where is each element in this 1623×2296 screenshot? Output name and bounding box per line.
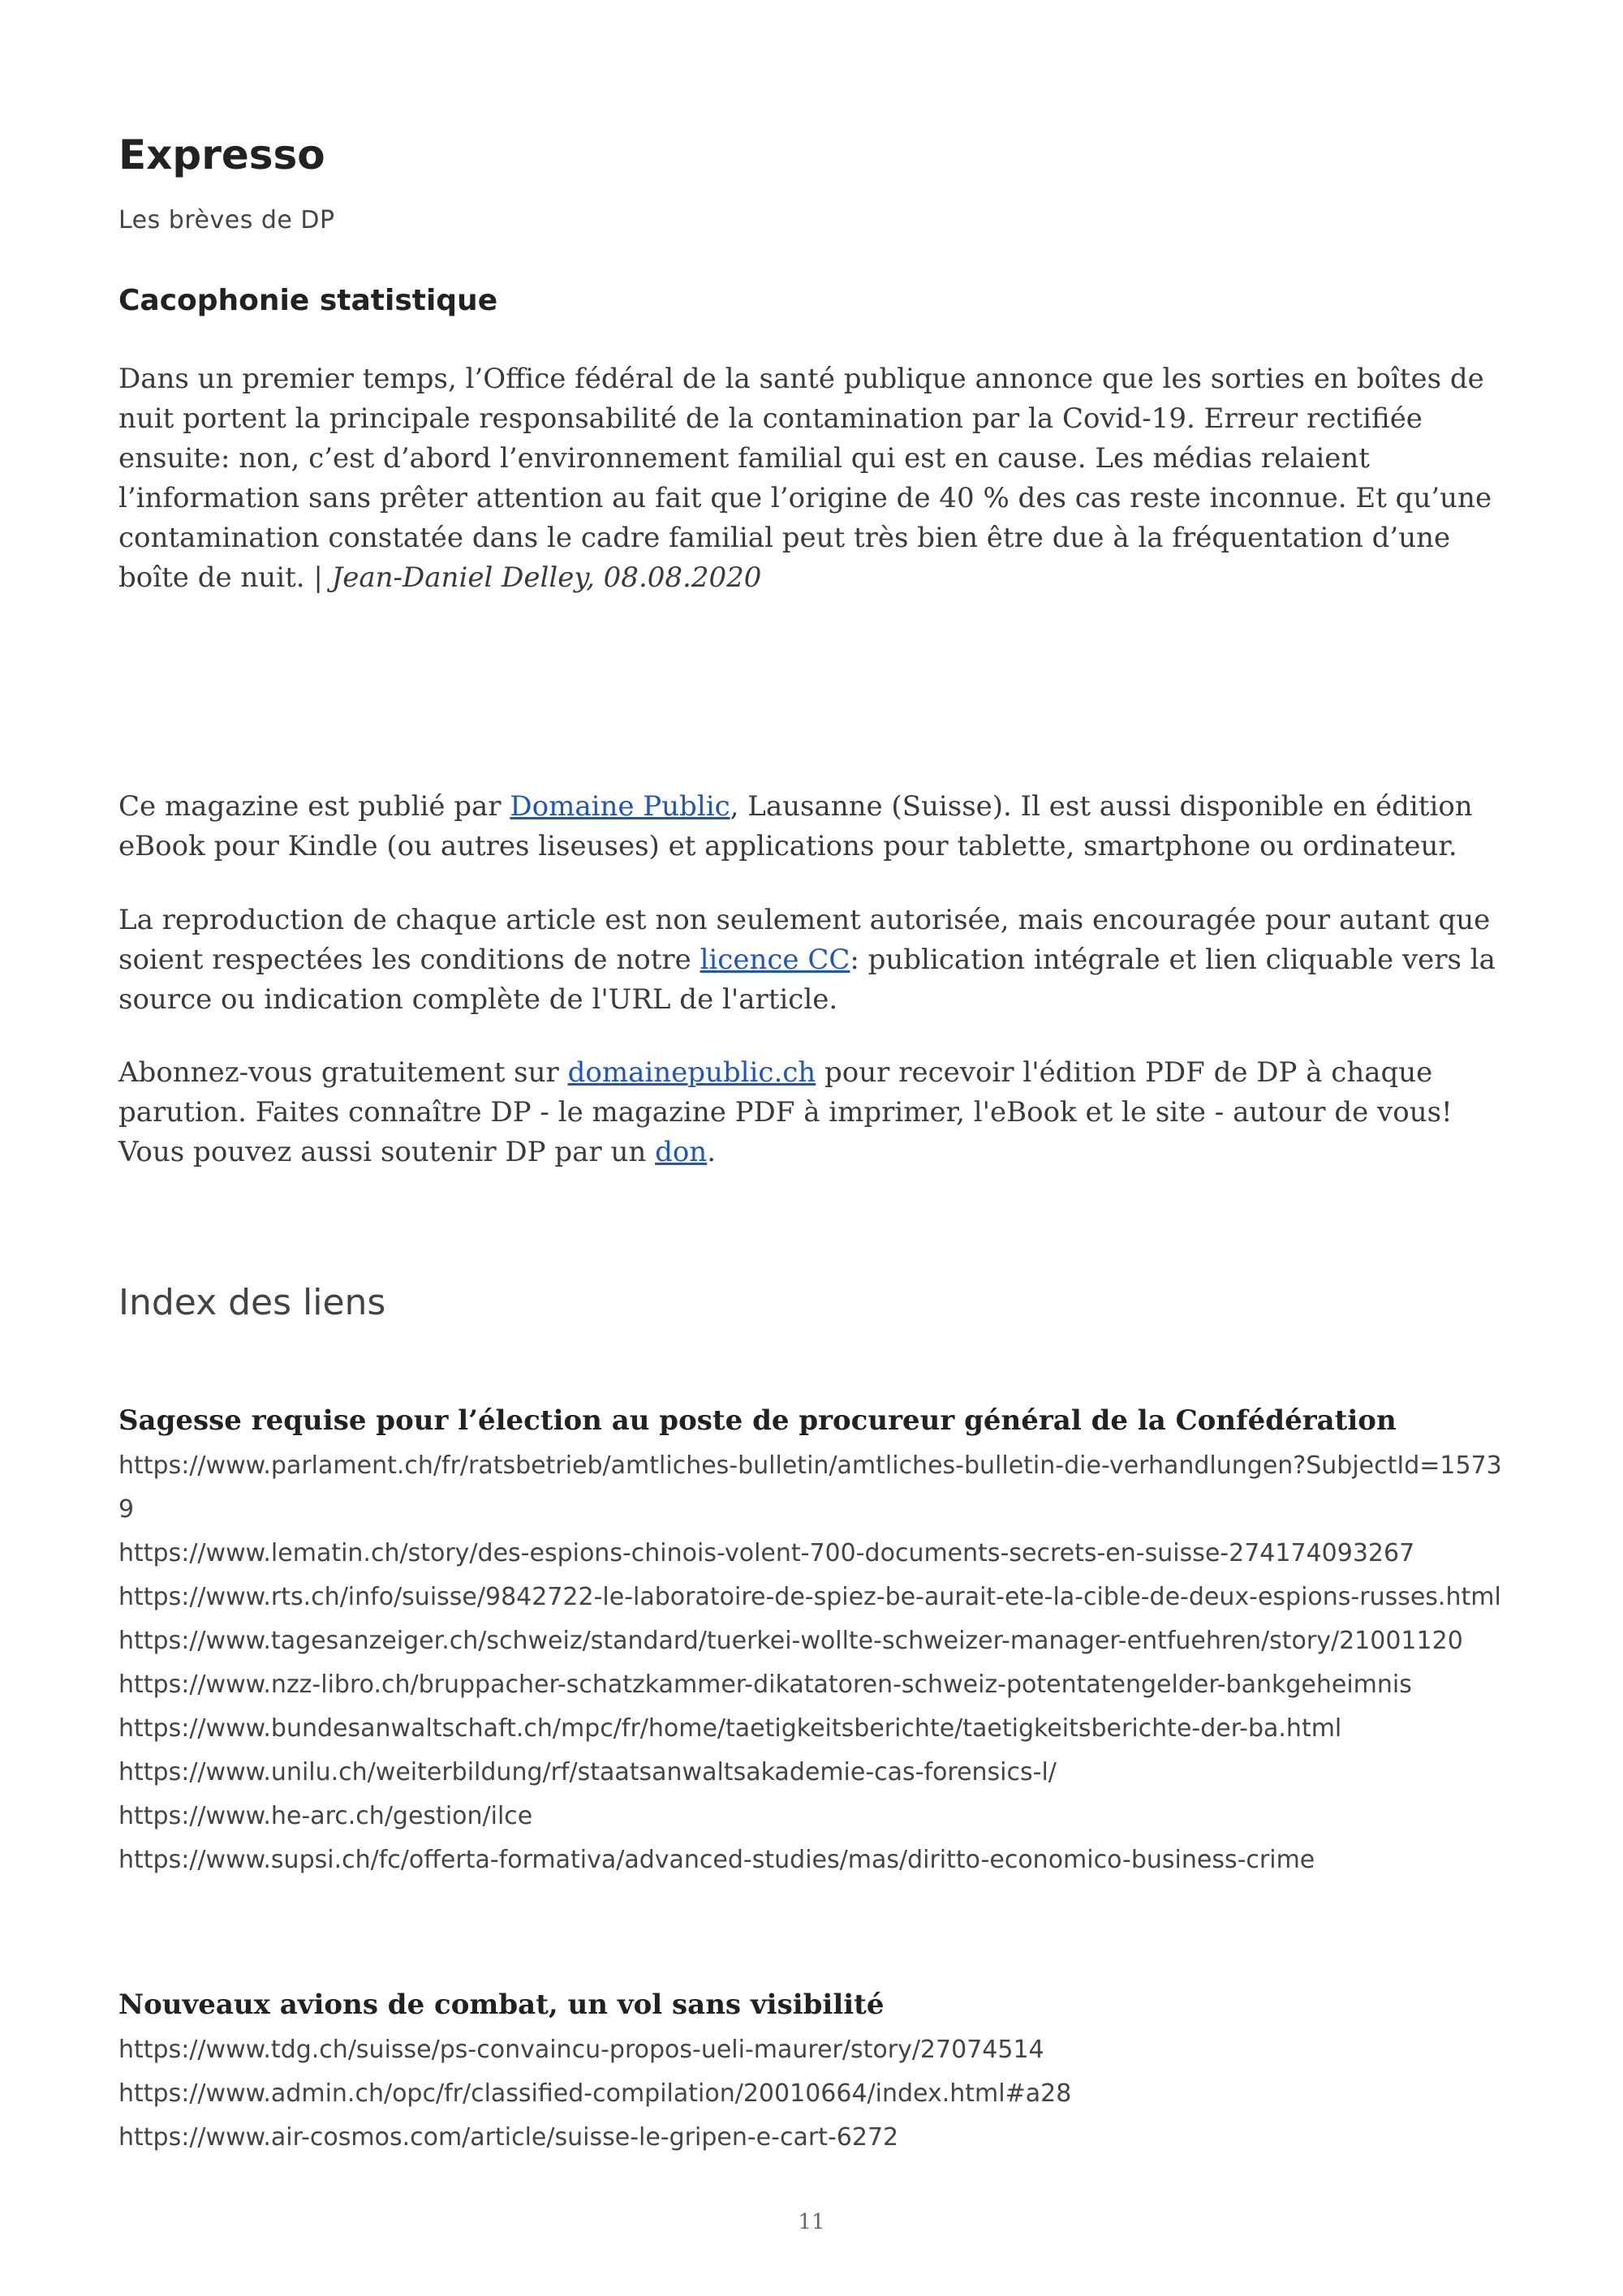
- link-group: [118, 1986, 1514, 2160]
- publisher-text-before: Ce magazine est publié par: [118, 790, 510, 823]
- license-text-before: La reproduction de chaque article est non seulement autorisée, mais encouragée pour autant que soient respectées les conditions de notre: [118, 904, 1491, 976]
- link-url[interactable]: https://www.he-arc.ch/gestion/ilce: [118, 1802, 533, 1830]
- license-text-after: : publication intégrale et lien cliquable vers la source ou indication complète de l'URL de l'article.: [118, 944, 1496, 1016]
- article-body: [118, 359, 1514, 598]
- donation-link[interactable]: don: [655, 1136, 708, 1168]
- link-url[interactable]: https://www.tdg.ch/suisse/ps-convaincu-propos-ueli-maurer/story/27074514: [118, 2036, 1044, 2064]
- link-url[interactable]: https://www.parlament.ch/fr/ratsbetrieb/amtliches-bulletin/amtliches-bulletin-die-verhandlungen?SubjectId=15739: [118, 1451, 1502, 1524]
- link-url[interactable]: https://www.lematin.ch/story/des-espions-chinois-volent-700-documents-secrets-en-suisse-274174093267: [118, 1539, 1415, 1567]
- link-url[interactable]: https://www.supsi.ch/fc/offerta-formativa/advanced-studies/mas/diritto-economico-business-crime: [118, 1846, 1315, 1874]
- link-url[interactable]: https://www.admin.ch/opc/fr/classified-compilation/20010664/index.html#a28: [118, 2079, 1072, 2108]
- page-number: 11: [798, 2210, 825, 2234]
- link-group: [118, 1402, 1514, 1882]
- link-index-title: Index des liens: [118, 1282, 386, 1323]
- link-url[interactable]: https://www.air-cosmos.com/article/suisse-le-gripen-e-cart-6272: [118, 2123, 899, 2152]
- domaine-public-link[interactable]: Domaine Public: [510, 790, 730, 823]
- article-text: Dans un premier temps, l’Office fédéral de la santé publique annonce que les sorties en boîtes de nuit portent la principale responsabilité de la contamination par la Covid-19. Erreur rectifiée ensuite: non, c’est d’abord l’environnement familial qui est en cause. Les médias relaient l’information sans prêter attention au fait que l’origine de 40 % des cas reste inconnue. Et qu’une contamination constatée dans le cadre familial peut très bien être due à la fréquentation d’une boîte de nuit. |: [118, 363, 1492, 594]
- page-title: Expresso: [118, 131, 325, 178]
- link-group-title: Nouveaux avions de combat, un vol sans visibilité: [118, 1989, 885, 2021]
- link-url[interactable]: https://www.bundesanwaltschaft.ch/mpc/fr/home/taetigkeitsberichte/taetigkeitsberichte-der-ba.html: [118, 1714, 1342, 1743]
- link-url[interactable]: https://www.tagesanzeiger.ch/schweiz/standard/tuerkei-wollte-schweizer-manager-entfuehren/story/21001120: [118, 1627, 1463, 1655]
- link-group-title: Sagesse requise pour l’élection au poste de procureur général de la Confédération: [118, 1404, 1397, 1437]
- article-title: Cacophonie statistique: [118, 284, 498, 317]
- license-paragraph: [118, 901, 1514, 1020]
- subscribe-text-after: .: [707, 1136, 717, 1168]
- publisher-text-after: , Lausanne (Suisse). Il est aussi disponible en édition eBook pour Kindle (ou autres liseuses) et applications pour tablette, smartphone ou ordinateur.: [118, 790, 1473, 862]
- subscribe-text-middle: pour recevoir l'édition PDF de DP à chaque parution. Faites connaître DP - le magazine PDF à imprimer, l'eBook et le site - autour de vous! Vous pouvez aussi soutenir DP par un: [118, 1056, 1453, 1168]
- link-url[interactable]: https://www.unilu.ch/weiterbildung/rf/staatsanwaltsakademie-cas-forensics-l/: [118, 1758, 1057, 1786]
- subscribe-paragraph: [118, 1053, 1514, 1172]
- publisher-paragraph: [118, 787, 1514, 866]
- licence-cc-link[interactable]: licence CC: [700, 944, 850, 976]
- domainepublic-link[interactable]: domainepublic.ch: [567, 1056, 816, 1089]
- link-url[interactable]: https://www.nzz-libro.ch/bruppacher-schatzkammer-dikatatoren-schweiz-potentatengelder-bankgeheimnis: [118, 1670, 1412, 1699]
- subscribe-text-before: Abonnez-vous gratuitement sur: [118, 1056, 568, 1089]
- article-byline: Jean-Daniel Delley, 08.08.2020: [331, 561, 762, 594]
- link-url[interactable]: https://www.rts.ch/info/suisse/9842722-le-laboratoire-de-spiez-be-aurait-ete-la-cible-de-deux-espions-russes.html: [118, 1583, 1501, 1611]
- page-subtitle: Les brèves de DP: [118, 206, 335, 234]
